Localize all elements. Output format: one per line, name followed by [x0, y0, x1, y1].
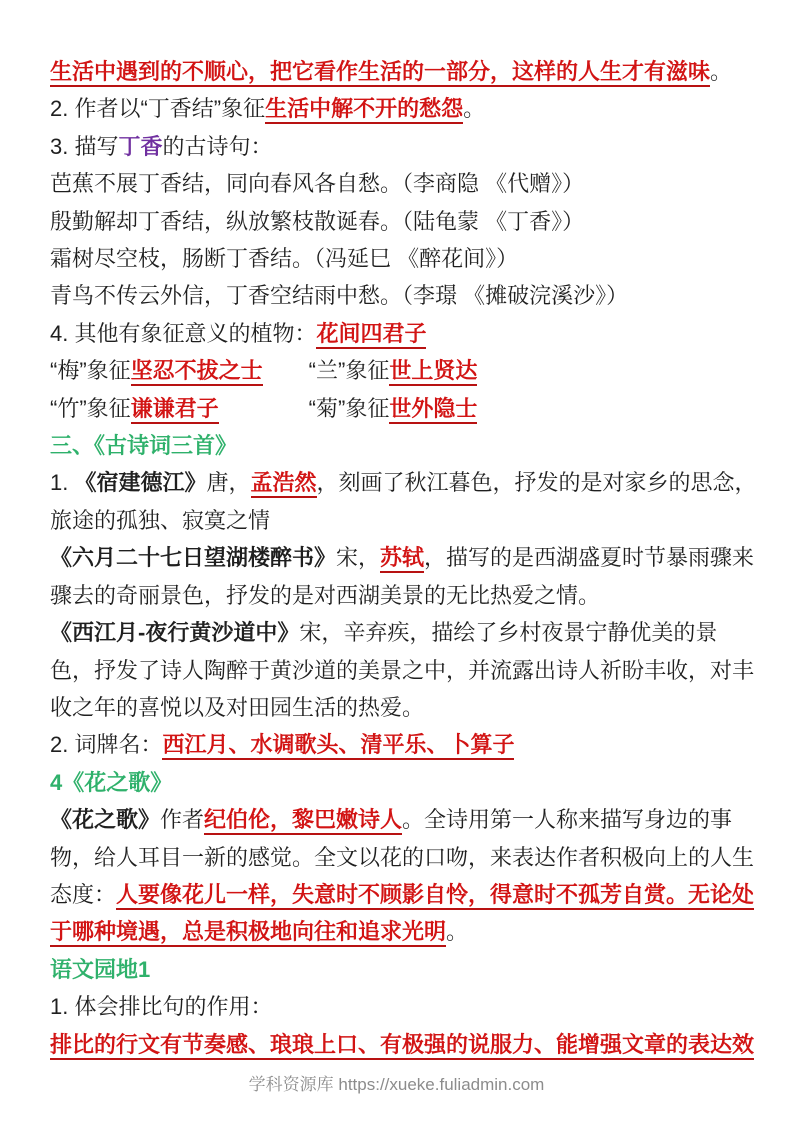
text-segment: 骤去的奇丽景色，抒发的是对西湖美景的无比热爱之情。 — [50, 582, 601, 608]
text-line — [50, 53, 753, 90]
text-line — [50, 951, 753, 988]
text-segment: 人要像花儿一样，失意时不顾影自怜，得意时不孤芳自赏。无论处 — [116, 882, 754, 910]
text-line — [50, 801, 753, 838]
text-segment: 芭蕉不展丁香结，同向春风各自愁。（李商隐 《代赠》） — [50, 171, 585, 197]
text-line — [50, 315, 753, 352]
text-segment: 《西江月-夜行黄沙道中》 — [50, 620, 300, 646]
text-segment: 旅途的孤独、寂寞之情 — [50, 507, 271, 533]
text-segment: 《六月二十七日望湖楼醉书》 — [50, 545, 337, 571]
text-segment: ，刻画了秋江暮色，抒发的是对家乡的思念， — [316, 470, 757, 496]
text-segment: 纪伯伦，黎巴嫩诗人 — [204, 807, 402, 835]
text-segment: 1. — [50, 470, 75, 496]
text-segment: 世外隐士 — [389, 396, 477, 424]
text-segment: “竹”象征 — [50, 395, 131, 421]
text-line — [50, 1026, 753, 1063]
text-segment: ，描写的是西湖盛夏时节暴雨骤来 — [424, 545, 755, 571]
text-segment: “兰”象征 — [308, 358, 390, 384]
text-segment: 作者 — [160, 807, 205, 833]
text-segment: 于哪种境遇，总是积极地向往和追求光明 — [50, 919, 446, 947]
text-segment: 3. 描写 — [50, 133, 119, 159]
text-line — [50, 614, 753, 651]
text-segment: 2. 作者以“丁香结”象征 — [50, 96, 266, 122]
text-line — [50, 913, 753, 950]
footer-watermark-text: 学科资源库 https://xueke.fuliadmin.com — [248, 1075, 545, 1094]
text-line — [50, 90, 753, 127]
text-segment: 物，给人耳目一新的感觉。全文以花的口吻，来表达作者积极向上的人生 — [50, 844, 755, 870]
text-line — [50, 539, 753, 576]
text-segment: 孟浩然 — [251, 470, 317, 498]
text-line — [50, 652, 753, 689]
text-segment: 唐， — [206, 470, 251, 496]
text-segment: 生活中解不开的愁怨 — [265, 96, 463, 124]
text-segment: 花间四君子 — [316, 321, 426, 349]
text-line — [50, 427, 753, 464]
page-footer — [0, 1070, 793, 1095]
text-segment: “梅”象征 — [50, 358, 131, 384]
text-line — [50, 764, 753, 801]
text-segment: 1. 体会排比句的作用： — [50, 994, 273, 1020]
text-line — [50, 988, 753, 1025]
text-segment: 。 — [463, 96, 486, 122]
text-line — [50, 390, 753, 427]
text-segment: 《花之歌》 — [50, 807, 161, 833]
text-segment: 。 — [446, 919, 469, 945]
text-segment: 4. 其他有象征意义的植物： — [50, 320, 317, 346]
text-line — [50, 352, 753, 389]
text-segment: 殷勤解却丁香结，纵放繁枝散诞春。（陆龟蒙 《丁香》） — [50, 208, 585, 234]
text-line — [50, 839, 753, 876]
text-segment: 坚忍不拔之士 — [131, 358, 263, 386]
text-segment: 色，抒发了诗人陶醉于黄沙道的美景之中，并流露出诗人祈盼丰收，对丰 — [50, 657, 755, 683]
text-segment: 生活中遇到的不顺心，把它看作生活的一部分，这样的人生才有滋味 — [50, 59, 710, 87]
text-line — [50, 128, 753, 165]
text-line — [50, 726, 753, 763]
text-segment: 苏轼 — [380, 545, 424, 573]
text-segment: 霜树尽空枝，肠断丁香结。（冯延巳 《醉花间》） — [50, 246, 519, 272]
text-segment: 2. 词牌名： — [50, 732, 163, 758]
text-line — [50, 277, 753, 314]
text-line — [50, 165, 753, 202]
text-segment: 青鸟不传云外信，丁香空结雨中愁。（李璟 《摊破浣溪沙》） — [50, 283, 629, 309]
text-segment: 。全诗用第一人称来描写身边的事 — [402, 807, 733, 833]
text-segment: 。 — [710, 59, 733, 84]
text-segment: 西江月、水调歌头、清平乐、卜算子 — [162, 732, 514, 760]
text-segment: 宋， — [336, 545, 381, 571]
text-line — [50, 577, 753, 614]
text-line — [50, 240, 753, 277]
text-segment: 丁香 — [118, 133, 163, 159]
text-segment: 态度： — [50, 881, 117, 907]
text-segment: 宋，辛弃疾，描绘了乡村夜景宁静优美的景 — [299, 620, 718, 646]
text-line — [50, 876, 753, 913]
text-segment: 谦谦君子 — [131, 396, 219, 424]
text-line — [50, 502, 753, 539]
text-segment: 的古诗句： — [162, 133, 273, 159]
text-segment: 三、《古诗词三首》 — [50, 433, 238, 459]
text-segment: 语文园地1 — [50, 956, 151, 982]
text-segment: 排比的行文有节奏感、琅琅上口、有极强的说服力、能增强文章的表达效 — [50, 1032, 754, 1060]
text-segment: 4《花之歌》 — [50, 769, 173, 795]
text-segment: 收之年的喜悦以及对田园生活的热爱。 — [50, 694, 425, 720]
text-line — [50, 203, 753, 240]
text-segment: “菊”象征 — [308, 395, 390, 421]
text-line — [50, 689, 753, 726]
text-segment: 《宿建德江》 — [74, 470, 207, 496]
text-segment: 世上贤达 — [389, 358, 477, 386]
text-line — [50, 464, 757, 501]
